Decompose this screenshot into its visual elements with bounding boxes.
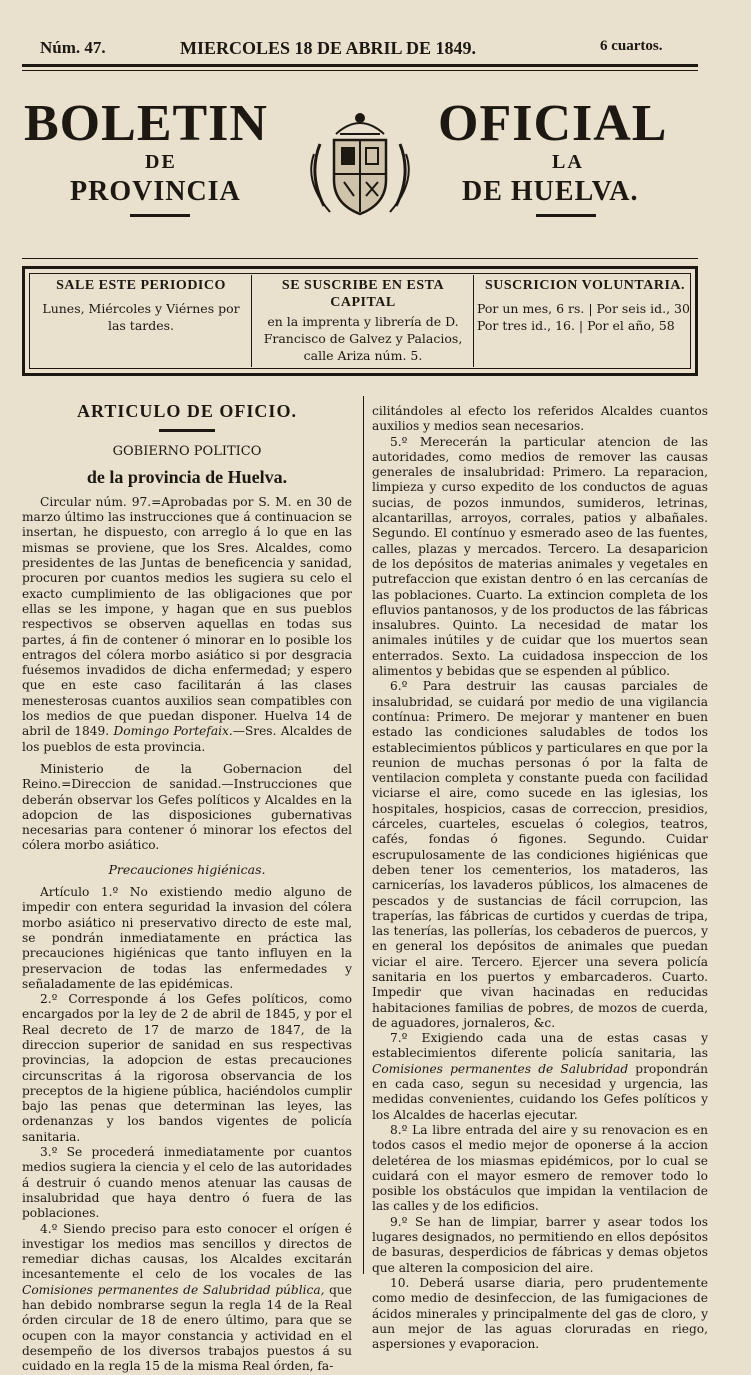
- title-la: LA: [552, 151, 584, 173]
- issue-price: 6 cuartos.: [600, 38, 663, 54]
- title-underline-left: [130, 214, 190, 217]
- title-de: DE: [145, 151, 177, 173]
- section-title-bar: [159, 429, 215, 432]
- column-divider: [473, 275, 474, 367]
- issue-number: Núm. 47.: [40, 38, 106, 57]
- article-paragraph: 10. Deberá usarse diaria, pero prudentemente como medio de desinfeccion, de las fumigaciones de ácidos minerales y principalmente del gas de cloro, y aun mejor de las aguas cloruradas en riego, aspersiones y evaporacion.: [372, 1275, 708, 1352]
- left-column: [22, 386, 352, 1375]
- pricing-line: Por tres id., 16. | Por el año, 58: [477, 318, 675, 333]
- column-divider: [251, 275, 252, 367]
- coat-of-arms-icon: [300, 104, 420, 224]
- title-de-huelva: DE HUELVA.: [462, 176, 639, 207]
- section-title: ARTICULO DE OFICIO.: [77, 401, 297, 421]
- subscription-box: [22, 266, 698, 376]
- column-rule: [363, 396, 364, 1274]
- right-column: [372, 404, 708, 1352]
- signature: Domingo Portefaix.: [113, 724, 233, 739]
- article-paragraph: 9.º Se han de limpiar, barrer y asear todos los lugares designados, no permitiendo en ellos depósitos de basuras, desperdicios de fábricas y demas objetos que alteren la composicion del aire.: [372, 1214, 708, 1275]
- issue-date: MIERCOLES 18 DE ABRIL DE 1849.: [180, 38, 477, 58]
- article-paragraph: 5.º Merecerán la particular atencion de las autoridades, como medios de remover las causas generales de insalubridad: Primero. La reparacion, limpieza y curso expedito de los conductos de aguas sucias, de pozos inmundos, sumideros, letrinas, alcantarillas, arroyos, corrales, patios y albañales. Segundo. El contínuo y esmerado aseo de las fuentes, calles, plazas y mercados. Tercero. La desaparicion de los depósitos de materias animales y vegetales en putrefaccion que existan dentro ó en las cercanías de las poblaciones. Cuarto. La extincion completa de los efluvios pantanosos, y de los productos de las fábricas insalubres. Quinto. La necesidad de matar los animales inútiles y de cuidar que los muertos sean enterrados. Sexto. La cuidadosa inspeccion de los alimentos y bebidas que se espenden al público.: [372, 434, 708, 679]
- continued-paragraph: cilitándoles al efecto los referidos Alcaldes cuantos auxilios y medios sean necesarios.: [372, 404, 708, 434]
- schedule-text: Lunes, Miércoles y Viérnes por las tardes.: [42, 301, 240, 333]
- schedule-title: SALE ESTE PERIODICO: [56, 278, 226, 293]
- header-rule-thin: [22, 70, 698, 71]
- title-provincia: PROVINCIA: [70, 176, 241, 207]
- article-paragraph: 2.º Corresponde á los Gefes políticos, como encargados por la ley de 2 de abril de 1845, y por el Real decreto de 17 de marzo de 1847, de la direccion superior de sanidad en sus respectivas provincias, la adopcion de estas precauciones circunscritas á la rigorosa observancia de los preceptos de la higiene pública, haciéndolos cumplir bajo las penas que determinan las leyes, las ordenanzas y los bandos vigentes de policía sanitaria.: [22, 992, 352, 1144]
- pricing-title: SUSCRICION VOLUNTARIA.: [484, 278, 685, 293]
- article-paragraph: 8.º La libre entrada del aire y su renovacion es en todos casos el medio mejor de oponerse á la accion deletérea de los miasmas epidémicos, por lo cual se cuidará con el mayor esmero de remover todo lo posible los obstáculos que impidan la ventilacion de las calles y de los edificios.: [372, 1122, 708, 1214]
- pricing-column: [477, 277, 693, 334]
- title-boletin: BOLETIN: [24, 95, 268, 152]
- title-underline-right: [536, 214, 596, 217]
- header-rule: [22, 64, 698, 67]
- subscribe-column: [257, 277, 469, 364]
- article-paragraph: 7.º Exigiendo cada una de estas casas y establecimientos diferente policía sanitaria, las Comisiones permanentes de Salubridad propondrán en cada caso, segun su necesidad y urgencia, las medidas convenientes, cuidando los Gefes políticos y los Alcaldes de hacerlas ejecutar.: [372, 1031, 708, 1122]
- title-oficial: OFICIAL: [438, 95, 668, 152]
- gobierno-heading: GOBIERNO POLITICO: [112, 444, 262, 460]
- provincia-heading: de la provincia de Huelva.: [86, 466, 288, 487]
- article-paragraph: Artículo 1.º No existiendo medio alguno de impedir con entera seguridad la invasion del cólera morbo asiático ni preservativo directo de este mal, se pondrán inmediatamente en práctica las precauciones higiénicas que tanto influyen en la preservacion de todas las enfermedades y señaladamente de las epidémicas.: [22, 885, 352, 991]
- schedule-column: [35, 277, 247, 334]
- article-paragraph: 6.º Para destruir las causas parciales de insalubridad, se cuidará por medio de una vigilancia contínua: Primero. De mejorar y mantener en buen estado las condiciones saludables de todos los establecimientos públicos y particulares en que por la reunion de muchas personas ó por la falta de ventilacion completa y constante pueda con facilidad viciarse el aire, como sucede en las iglesias, los hospitales, hospicios, casas de correccion, presidios, cárceles, cuarteles, escuelas ó colegios, teatros, cafés, fondas ó figones. Segundo. Cuidar escrupulosamente de las condiciones higiénicas que deben tener los cementerios, los mataderos, las carnicerías, los lavaderos públicos, los almacenes de pescados y de sustancias de fácil corrupcion, las traperías, las fábricas de curtidos y cuerdas de tripa, las tenerías, las pollerías, los cebaderos de puercos, y en general los depósitos de animales que puedan viciar el aire. Tercero. Ejercer una severa policía sanitaria en los puertos y embarcaderos. Cuarto. Impedir que vivan hacinadas en reducidas habitaciones familias de pobres, de mozos de cuerda, de aguadores, jornaleros, &c.: [372, 679, 708, 1030]
- circular-paragraph: Circular núm. 97.=Aprobadas por S. M. en 30 de marzo último las instrucciones que á continuacion se insertan, he dispuesto, con arreglo á lo que en las mismas se proviene, que los Sres. Alcaldes, como presidentes de las Juntas de beneficencia y sanidad, procuren por cuantos medios les sugiera su celo el exacto cumplimiento de las obligaciones que por ellas se les impone, y hagan que en sus pueblos respectivos se observen aquellas en todas sus partes, á fin de contener ó minorar en lo posible los entragos del cólera morbo asiático si por desgracia fuésemos invadidos de dicha enfermedad; y espero que en este caso facilitarán á las clases menesterosas cuantos auxilios sean compatibles con los medios de que puedan disponer. Huelva 14 de abril de 1849. Domingo Portefaix.—Sres. Alcaldes de los pueblos de esta provincia.: [22, 494, 352, 754]
- pricing-line: Por un mes, 6 rs. | Por seis id., 30: [477, 301, 690, 316]
- article-paragraph: 4.º Siendo preciso para esto conocer el orígen é investigar los medios mas sencillos y directos de remediar dichas causas, los Alcaldes excitarán incesantemente el celo de los vocales de las Comisiones permanentes de Salubridad pública, que han debido nombrarse segun la regla 14 de la Real órden circular de 18 de enero último, para que se ocupen con la mayor constancia y actividad en el desempeño de los diversos trabajos puestos á su cuidado en la regla 15 de la misma Real órden, fa-: [22, 1221, 352, 1374]
- subscribe-title: SE SUSCRIBE EN ESTA CAPITAL: [281, 278, 445, 310]
- subtitle: Precauciones higiénicas.: [108, 861, 266, 877]
- masthead-rule: [22, 258, 698, 259]
- subscribe-text: en la imprenta y librería de D. Francisco de Galvez y Palacios, calle Ariza núm. 5.: [263, 314, 463, 363]
- ministerio-paragraph: Ministerio de la Gobernacion del Reino.=Direccion de sanidad.—Instrucciones que deberán observar los Gefes políticos y Alcaldes en la adopcion de las disposiciones gubernativas necesarias para contener ó minorar los efectos del cólera morbo asiático.: [22, 761, 352, 853]
- issue-line: [40, 38, 680, 60]
- article-paragraph: 3.º Se procederá inmediatamente por cuantos medios sugiera la ciencia y el celo de las autoridades á destruir ó cuando menos atenuar las causas de insalubridad que haya dentro ó fuera de las poblaciones.: [22, 1145, 352, 1221]
